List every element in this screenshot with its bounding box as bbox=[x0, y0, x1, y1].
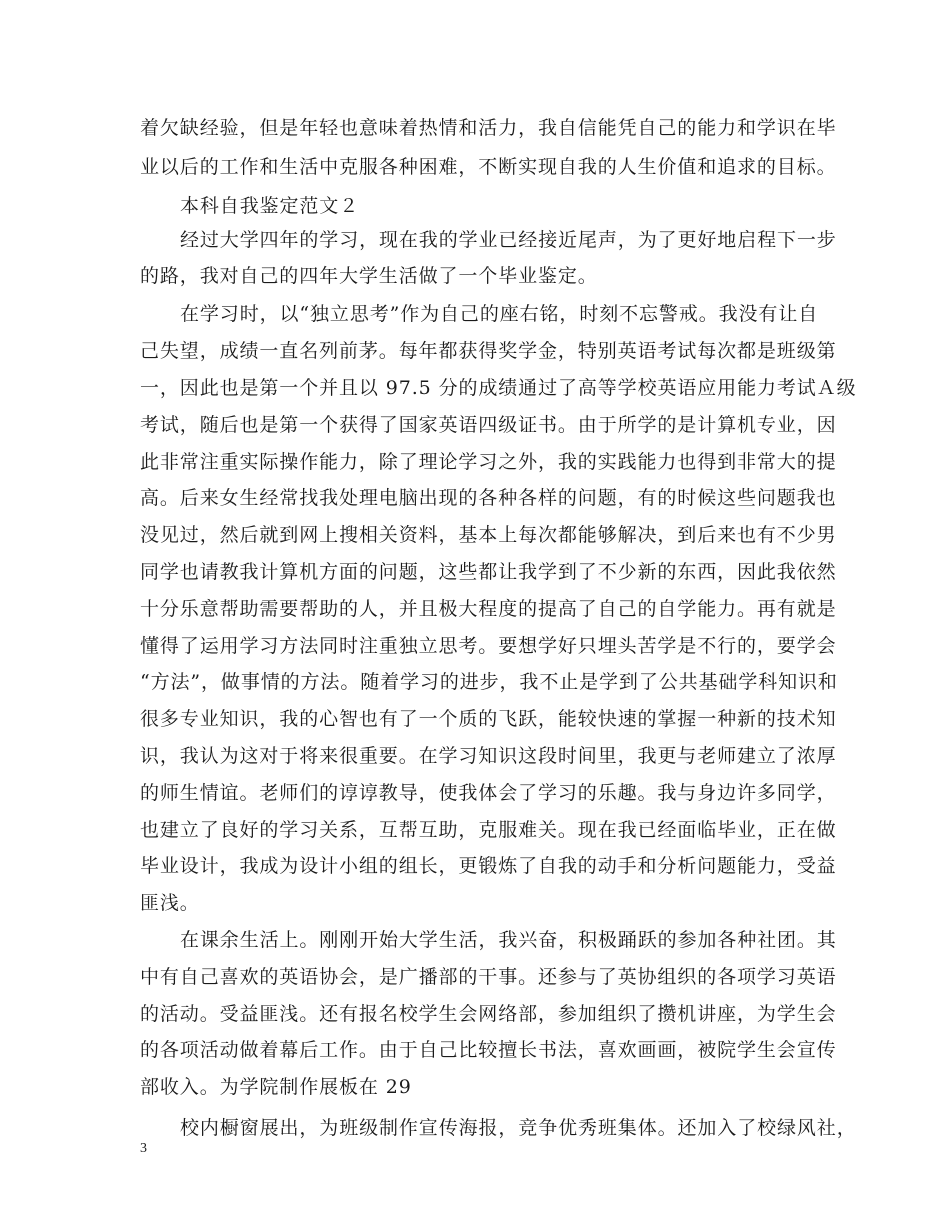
text-line: 中有自己喜欢的英语协会，是广播部的干事。还参与了英协组织的各项学习英语 bbox=[140, 966, 837, 988]
text-line: 识，我认为这对于将来很重要。在学习知识这段时间里，我更与老师建立了浓厚 bbox=[140, 745, 837, 767]
text-line: 此非常注重实际操作能力，除了理论学习之外，我的实践能力也得到非常大的提 bbox=[140, 451, 837, 473]
text-line: 同学也请教我计算机方面的问题，这些都让我学到了不少新的东西，因此我依然 bbox=[140, 561, 837, 583]
text-line: 也建立了良好的学习关系，互帮互助，克服难关。现在我已经面临毕业，正在做 bbox=[140, 819, 837, 841]
text-line: 的师生情谊。老师们的谆谆教导，使我体会了学习的乐趣。我与身边许多同学， bbox=[140, 782, 837, 804]
text-line: 校内橱窗展出，为班级制作宣传海报，竞争优秀班集体。还加入了校绿风社， bbox=[180, 1117, 857, 1139]
text-line: 匪浅。 bbox=[140, 892, 200, 914]
text-line: 毕业设计，我成为设计小组的组长，更锻炼了自我的动手和分析问题能力，受益 bbox=[140, 855, 837, 877]
page-number: 3 bbox=[140, 1141, 147, 1156]
text-line: 经过大学四年的学习，现在我的学业已经接近尾声，为了更好地启程下一步 bbox=[180, 229, 837, 251]
text-line: 一，因此也是第一个并且以 97.5 分的成绩通过了高等学校英语应用能力考试Ａ级 bbox=[140, 377, 857, 399]
text-line: 高。后来女生经常找我处理电脑出现的各种各样的问题，有的时候这些问题我也 bbox=[140, 487, 837, 509]
text-line: 考试，随后也是第一个获得了国家英语四级证书。由于所学的是计算机专业，因 bbox=[140, 414, 837, 436]
text-line: 着欠缺经验，但是年轻也意味着热情和活力，我自信能凭自己的能力和学识在毕 bbox=[140, 117, 837, 139]
text-line: 在学习时，以“独立思考”作为自己的座右铭，时刻不忘警戒。我没有让自 bbox=[180, 303, 819, 325]
text-line: 的各项活动做着幕后工作。由于自己比较擅长书法，喜欢画画，被院学生会宣传 bbox=[140, 1039, 837, 1061]
text-line: 没见过，然后就到网上搜相关资料，基本上每次都能够解决，到后来也有不少男 bbox=[140, 524, 837, 546]
text-line: 懂得了运用学习方法同时注重独立思考。要想学好只埋头苦学是不行的，要学会 bbox=[140, 635, 837, 657]
section-heading: 本科自我鉴定范文２ bbox=[180, 195, 360, 217]
text-line: 的活动。受益匪浅。还有报名校学生会网络部，参加组织了攒机讲座，为学生会 bbox=[140, 1003, 837, 1025]
text-line: 十分乐意帮助需要帮助的人，并且极大程度的提高了自己的自学能力。再有就是 bbox=[140, 598, 837, 620]
text-line: 己失望，成绩一直名列前茅。每年都获得奖学金，特别英语考试每次都是班级第 bbox=[140, 340, 837, 362]
text-line: 业以后的工作和生活中克服各种困难，不断实现自我的人生价值和追求的目标。 bbox=[140, 156, 837, 178]
text-line: 的路，我对自己的四年大学生活做了一个毕业鉴定。 bbox=[140, 265, 598, 287]
text-line: 部收入。为学院制作展板在 29 bbox=[140, 1076, 412, 1098]
text-line: 很多专业知识，我的心智也有了一个质的飞跃，能较快速的掌握一种新的技术知 bbox=[140, 708, 837, 730]
text-line: “方法”，做事情的方法。随着学习的进步，我不止是学到了公共基础学科知识和 bbox=[140, 671, 838, 693]
text-line: 在课余生活上。刚刚开始大学生活，我兴奋，积极踊跃的参加各种社团。其 bbox=[180, 929, 837, 951]
